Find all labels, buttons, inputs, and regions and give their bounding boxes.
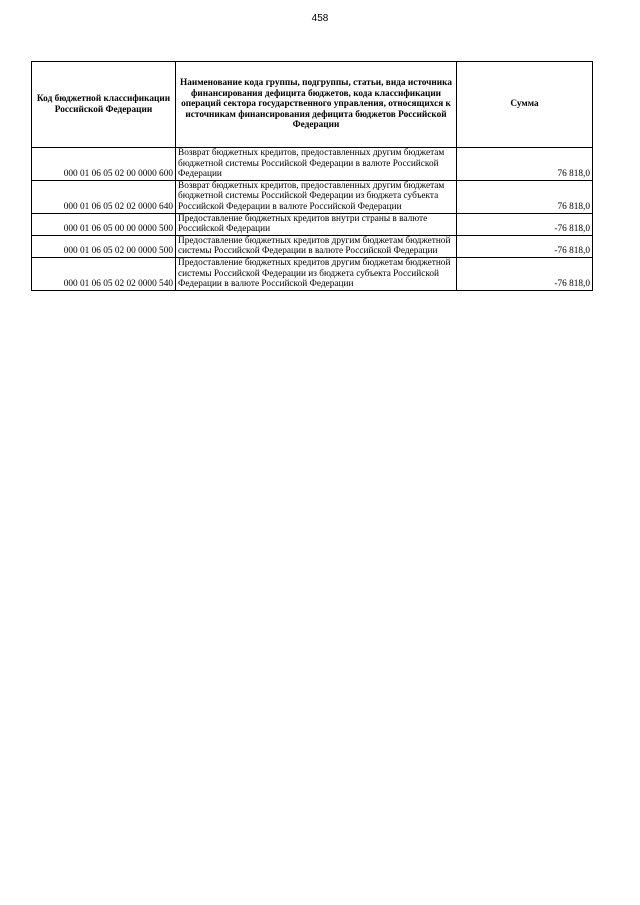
row-sum: -76 818,0 — [457, 213, 593, 235]
row-code: 000 01 06 05 02 00 0000 500 — [32, 235, 176, 257]
table-row — [32, 235, 593, 257]
row-code: 000 01 06 05 02 00 0000 600 — [32, 148, 176, 181]
row-name: Возврат бюджетных кредитов, предоставленных другим бюджетам бюджетной системы Российской Федерации из бюджета субъекта Российской Федерации в валюте Российской Федерации — [176, 180, 457, 213]
table-header — [32, 62, 593, 148]
row-name: Предоставление бюджетных кредитов внутри страны в валюте Российской Федерации — [176, 213, 457, 235]
row-code: 000 01 06 05 02 02 0000 640 — [32, 180, 176, 213]
table-body — [32, 148, 593, 291]
table-row — [32, 180, 593, 213]
row-name: Предоставление бюджетных кредитов другим бюджетам бюджетной системы Российской Федерации из бюджета субъекта Российской Федерации в валюте Российской Федерации — [176, 257, 457, 290]
row-sum: 76 818,0 — [457, 180, 593, 213]
header-sum: Сумма — [457, 62, 593, 148]
table-row — [32, 213, 593, 235]
row-code: 000 01 06 05 00 00 0000 500 — [32, 213, 176, 235]
row-code: 000 01 06 05 02 02 0000 540 — [32, 257, 176, 290]
row-name: Возврат бюджетных кредитов, предоставленных другим бюджетам бюджетной системы Российской Федерации в валюте Российской Федерации — [176, 148, 457, 181]
header-code: Код бюджетной классификации Российской Федерации — [32, 62, 176, 148]
header-row — [32, 62, 593, 148]
row-sum: -76 818,0 — [457, 235, 593, 257]
row-sum: 76 818,0 — [457, 148, 593, 181]
table-row — [32, 148, 593, 181]
row-name: Предоставление бюджетных кредитов другим бюджетам бюджетной системы Российской Федерации в валюте Российской Федерации — [176, 235, 457, 257]
header-name: Наименование кода группы, подгруппы, статьи, вида источника финансирования дефицита бюджетов, кода классификации операций сектора государственного управления, относящихся к источникам финансирования дефицита бюджетов Российской Федерации — [176, 62, 457, 148]
budget-sources-table — [31, 61, 593, 291]
table-row — [32, 257, 593, 290]
row-sum: -76 818,0 — [457, 257, 593, 290]
page-number: 458 — [311, 13, 329, 24]
